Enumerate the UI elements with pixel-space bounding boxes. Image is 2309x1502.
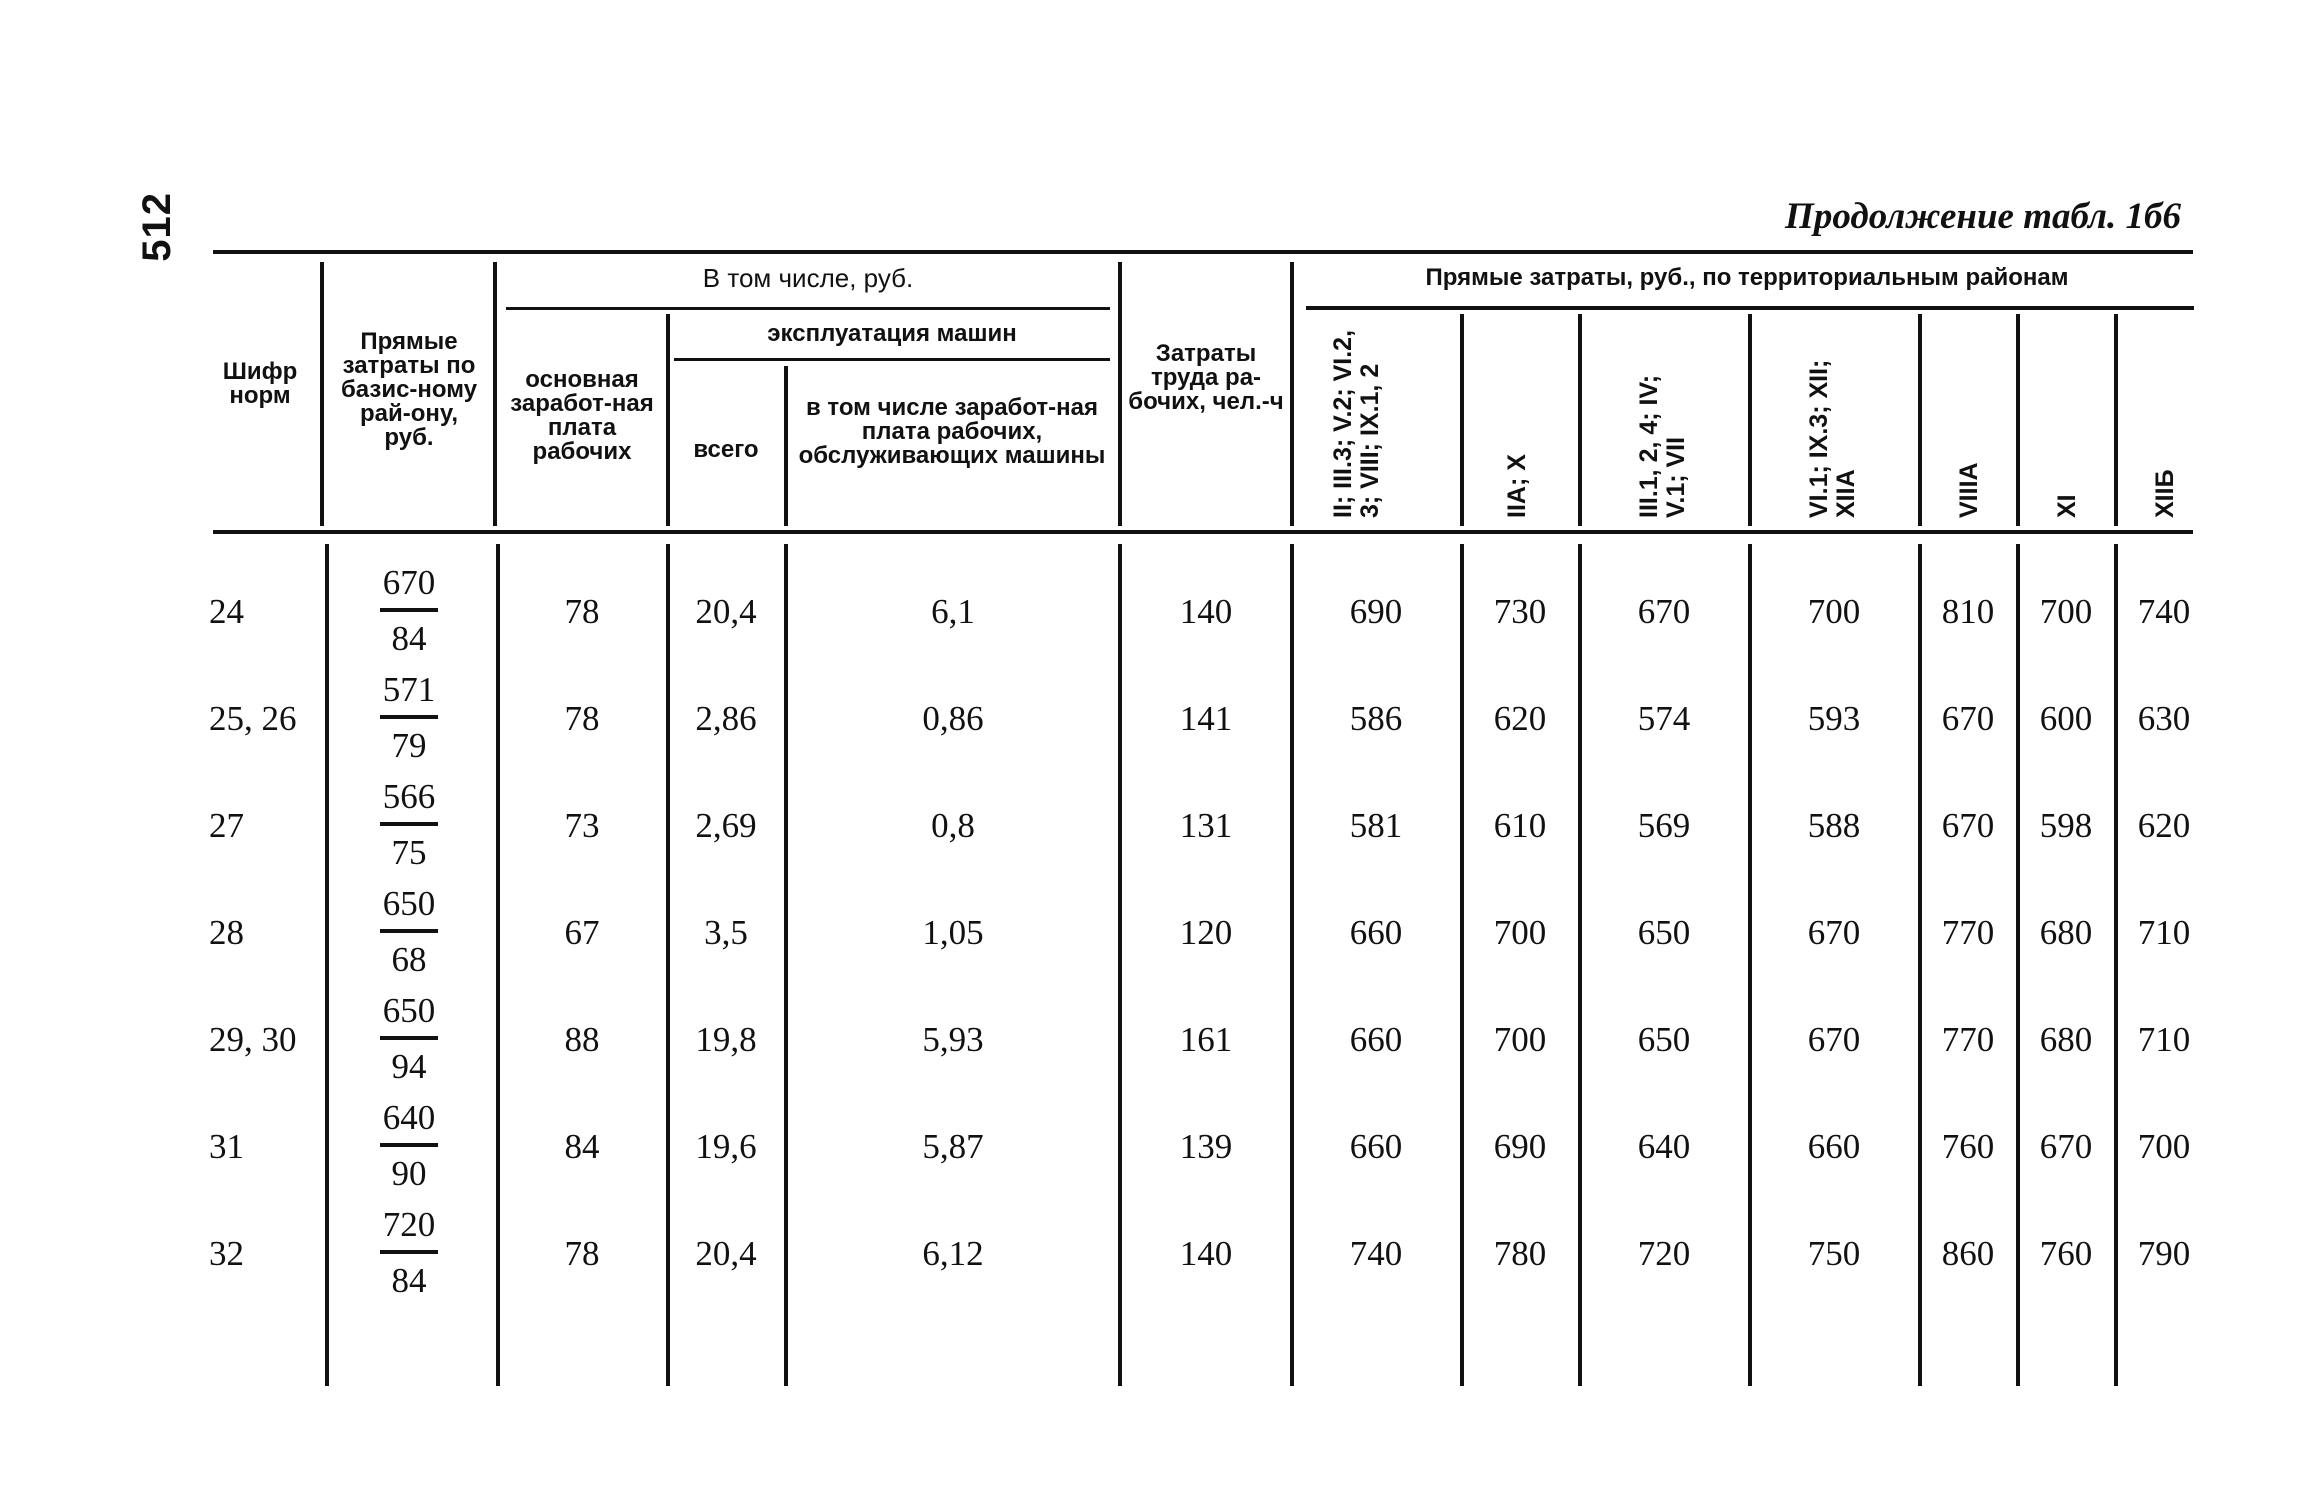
header-divider (666, 314, 670, 526)
header-region-1: II; III.3; V.2; VI.2, 3; VIII; IX.1, 2 (1329, 329, 1384, 518)
base-wage-value: 94 (391, 1047, 427, 1086)
table-cell-r-1: 610 (1493, 806, 1547, 845)
base-cost-fraction (349, 990, 469, 1088)
header-machines-total: всего (693, 436, 759, 463)
base-cost-fraction (349, 669, 469, 767)
table-cell-mach_wage: 6,1 (931, 592, 975, 631)
header-bottom-rule (213, 530, 2193, 534)
header-divider (1118, 262, 1122, 526)
table-cell-wage: 78 (564, 699, 600, 738)
table-cell-r-6: 700 (2137, 1127, 2191, 1166)
table-cell-r-3: 700 (1807, 592, 1861, 631)
header-divider (1748, 314, 1752, 526)
table-cell-r-1: 700 (1493, 1020, 1547, 1059)
table-cell-labor: 161 (1179, 1020, 1233, 1059)
table-cell-wage: 78 (564, 592, 600, 631)
table-cell-mach_wage: 6,12 (922, 1234, 984, 1273)
table-cell-r-6: 630 (2137, 699, 2191, 738)
table-cell-r-1: 730 (1493, 592, 1547, 631)
table-cell-r-0: 660 (1349, 913, 1403, 952)
fraction-bar (380, 1250, 438, 1254)
header-direct-cost-base: Прямые затраты по базис-ному рай-ону, руб. (340, 328, 478, 451)
table-cell-r-2: 640 (1637, 1127, 1691, 1166)
table-cell-code: 25, 26 (209, 699, 297, 738)
table-cell-r-2: 569 (1637, 806, 1691, 845)
fraction-bar (380, 715, 438, 719)
table-cell-r-3: 588 (1807, 806, 1861, 845)
base-wage-value: 79 (391, 726, 427, 765)
table-cell-wage: 73 (564, 806, 600, 845)
table-cell-mach_total: 20,4 (695, 1234, 757, 1273)
table-cell-r-0: 660 (1349, 1127, 1403, 1166)
table-cell-wage: 88 (564, 1020, 600, 1059)
header-divider (2016, 314, 2020, 526)
fraction-bar (380, 929, 438, 933)
table-cell-wage: 67 (564, 913, 600, 952)
header-machines-wage: в том числе заработ-ная плата рабочих, обслуживающих машины (798, 394, 1106, 469)
table-cell-mach_total: 19,8 (695, 1020, 757, 1059)
table-cell-r-3: 670 (1807, 913, 1861, 952)
fraction-bar (380, 1036, 438, 1040)
table-cell-r-4: 860 (1941, 1234, 1995, 1273)
header-divider (1578, 314, 1582, 526)
table-cell-mach_total: 2,86 (695, 699, 757, 738)
header-region-3: III.1, 2, 4; IV; V.1; VII (1635, 374, 1690, 518)
table-cell-r-5: 670 (2039, 1127, 2093, 1166)
base-cost-value: 670 (382, 563, 436, 602)
header-region-2: IIA; X (1503, 454, 1531, 518)
table-cell-r-4: 670 (1941, 699, 1995, 738)
table-cell-r-6: 740 (2137, 592, 2191, 631)
table-cell-r-6: 710 (2137, 1020, 2191, 1059)
header-regions-group: Прямые затраты, руб., по территориальным районам (1425, 264, 2069, 291)
table-cell-r-3: 670 (1807, 1020, 1861, 1059)
header-divider (320, 262, 324, 526)
table-cell-labor: 140 (1179, 592, 1233, 631)
table-cell-r-1: 620 (1493, 699, 1547, 738)
base-wage-value: 84 (391, 619, 427, 658)
table-cell-r-0: 660 (1349, 1020, 1403, 1059)
top-rule (213, 250, 2193, 254)
table-cell-r-3: 750 (1807, 1234, 1861, 1273)
table-cell-code: 24 (209, 592, 244, 631)
header-region-4: VI.1; IX.3; XII; XIIA (1805, 359, 1860, 518)
table-cell-mach_total: 3,5 (704, 913, 748, 952)
header-region-7: XIIБ (2151, 469, 2179, 518)
table-cell-r-2: 650 (1637, 913, 1691, 952)
header-labor: Затраты труда ра-бочих, чел.-ч (1128, 340, 1284, 415)
group-rule-incl (506, 307, 1110, 310)
body-divider (784, 544, 788, 1386)
base-cost-fraction (349, 776, 469, 874)
base-cost-value: 650 (382, 884, 436, 923)
header-divider (2114, 314, 2118, 526)
table-cell-mach_total: 2,69 (695, 806, 757, 845)
base-cost-fraction (349, 1204, 469, 1302)
base-wage-value: 90 (391, 1154, 427, 1193)
table-cell-mach_total: 19,6 (695, 1127, 757, 1166)
base-cost-fraction (349, 1097, 469, 1195)
header-divider (784, 366, 788, 526)
table-cell-r-1: 690 (1493, 1127, 1547, 1166)
header-divider (1460, 314, 1464, 526)
base-cost-value: 720 (382, 1205, 436, 1244)
table-cell-mach_wage: 5,93 (922, 1020, 984, 1059)
base-wage-value: 84 (391, 1261, 427, 1300)
page-number: 512 (135, 192, 179, 262)
table-cell-r-0: 740 (1349, 1234, 1403, 1273)
base-wage-value: 75 (391, 833, 427, 872)
table-cell-labor: 139 (1179, 1127, 1233, 1166)
base-cost-value: 640 (382, 1098, 436, 1137)
body-divider (1118, 544, 1122, 1386)
table-cell-labor: 131 (1179, 806, 1233, 845)
table-cell-r-5: 680 (2039, 913, 2093, 952)
table-caption: Продолжение табл. 1б6 (1785, 196, 2181, 237)
table-cell-mach_total: 20,4 (695, 592, 757, 631)
table-cell-mach_wage: 5,87 (922, 1127, 984, 1166)
table-cell-labor: 141 (1179, 699, 1233, 738)
table-cell-code: 32 (209, 1234, 244, 1273)
header-incl-group: В том числе, руб. (702, 263, 914, 293)
table-cell-mach_wage: 0,8 (931, 806, 975, 845)
table-cell-r-2: 574 (1637, 699, 1691, 738)
table-cell-r-4: 670 (1941, 806, 1995, 845)
base-cost-fraction (349, 883, 469, 981)
table-cell-labor: 140 (1179, 1234, 1233, 1273)
table-cell-r-4: 770 (1941, 1020, 1995, 1059)
fraction-bar (380, 822, 438, 826)
table-cell-r-5: 598 (2039, 806, 2093, 845)
group-rule-regions (1306, 306, 2194, 310)
table-cell-r-1: 700 (1493, 913, 1547, 952)
base-wage-value: 68 (391, 940, 427, 979)
base-cost-value: 650 (382, 991, 436, 1030)
header-region-6: XI (2053, 494, 2081, 518)
fraction-bar (380, 608, 438, 612)
table-cell-r-4: 810 (1941, 592, 1995, 631)
table-cell-code: 31 (209, 1127, 244, 1166)
table-cell-wage: 78 (564, 1234, 600, 1273)
table-cell-mach_wage: 1,05 (922, 913, 984, 952)
table-cell-r-2: 720 (1637, 1234, 1691, 1273)
table-cell-r-4: 760 (1941, 1127, 1995, 1166)
table-cell-r-3: 660 (1807, 1127, 1861, 1166)
header-divider (1918, 314, 1922, 526)
table-cell-r-5: 760 (2039, 1234, 2093, 1273)
table-cell-wage: 84 (564, 1127, 600, 1166)
table-cell-code: 29, 30 (209, 1020, 297, 1059)
table-cell-labor: 120 (1179, 913, 1233, 952)
table-cell-r-2: 670 (1637, 592, 1691, 631)
fraction-bar (380, 1143, 438, 1147)
base-cost-value: 566 (382, 777, 436, 816)
table-cell-r-1: 780 (1493, 1234, 1547, 1273)
table-cell-r-6: 620 (2137, 806, 2191, 845)
group-rule-machines (674, 358, 1110, 361)
header-code: Шифр норм (222, 358, 298, 409)
table-cell-mach_wage: 0,86 (922, 699, 984, 738)
header-region-5: VIIIA (1955, 462, 1983, 518)
header-machines-group: эксплуатация машин (767, 320, 1017, 347)
table-cell-r-0: 586 (1349, 699, 1403, 738)
table-cell-r-5: 700 (2039, 592, 2093, 631)
header-divider (1290, 262, 1294, 526)
table-cell-code: 28 (209, 913, 244, 952)
header-wage: основная заработ-ная плата рабочих (510, 366, 654, 465)
table-cell-r-5: 680 (2039, 1020, 2093, 1059)
base-cost-value: 571 (382, 670, 436, 709)
table-cell-r-2: 650 (1637, 1020, 1691, 1059)
table-cell-r-3: 593 (1807, 699, 1861, 738)
base-cost-fraction (349, 562, 469, 660)
table-cell-r-6: 710 (2137, 913, 2191, 952)
table-cell-r-4: 770 (1941, 913, 1995, 952)
table-cell-r-0: 690 (1349, 592, 1403, 631)
header-divider (493, 262, 497, 526)
table-cell-r-0: 581 (1349, 806, 1403, 845)
table-cell-r-6: 790 (2137, 1234, 2191, 1273)
table-cell-r-5: 600 (2039, 699, 2093, 738)
table-cell-code: 27 (209, 806, 244, 845)
